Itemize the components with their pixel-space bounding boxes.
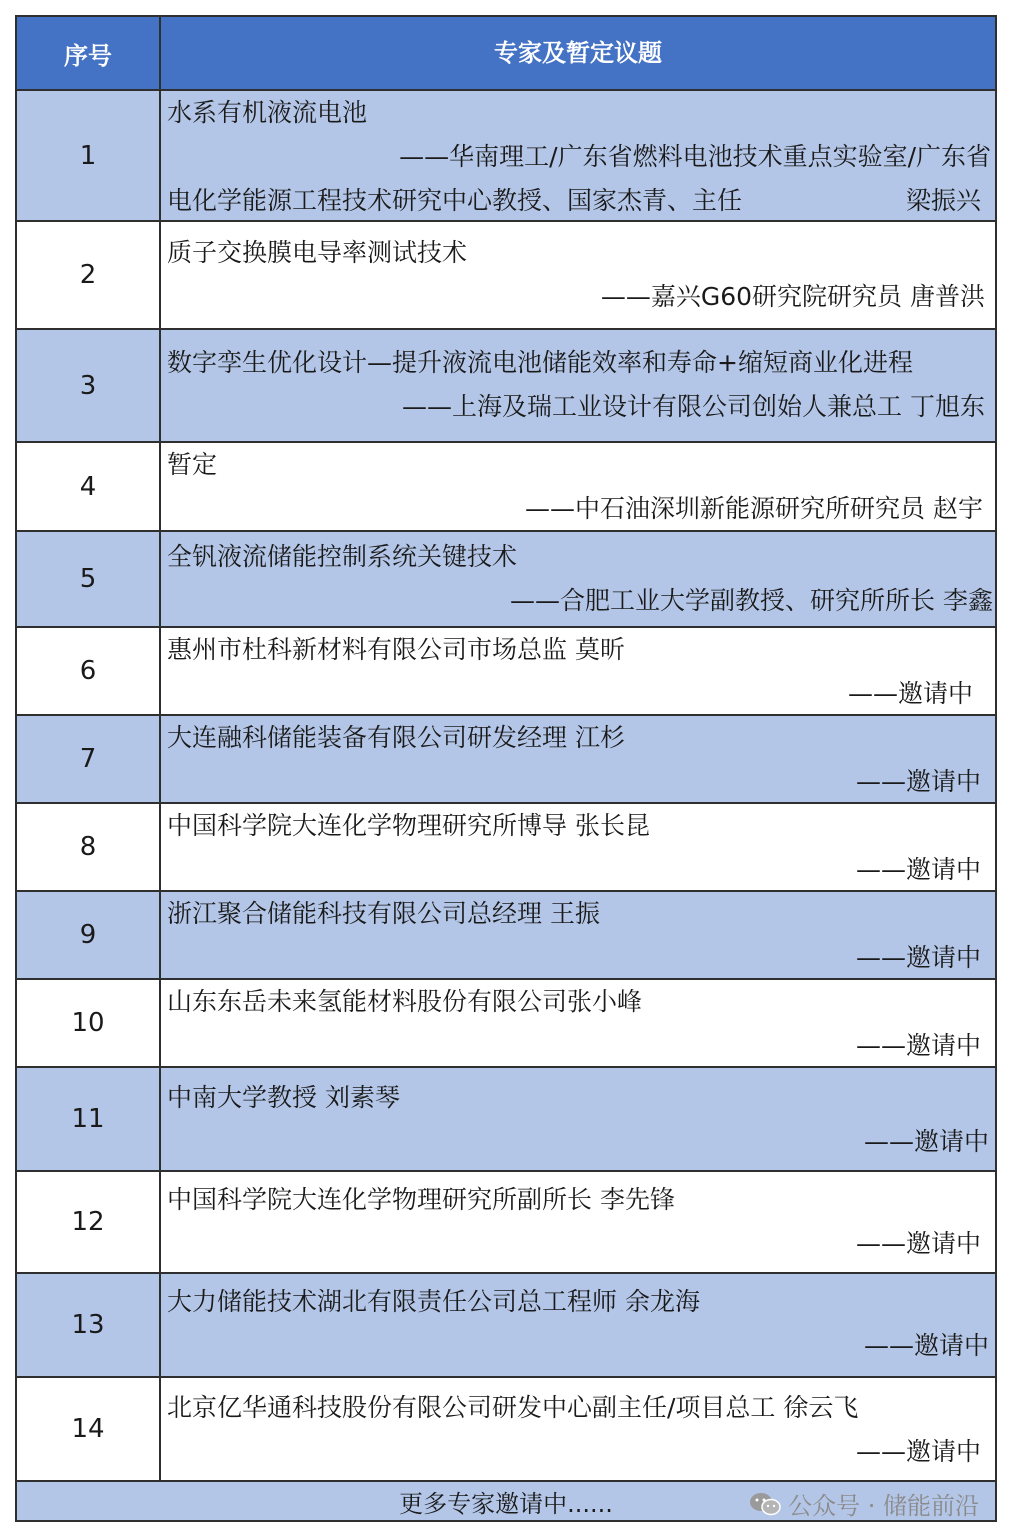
row-status: ——邀请中 [855,855,981,884]
watermark [748,1486,979,1521]
table-row [17,980,995,1068]
row-status: ——邀请中 [855,943,981,972]
row-number: 5 [17,532,161,626]
row-topic: 中南大学教授 刘素琴 [167,1083,400,1112]
row-status: ——邀请中 [855,1437,981,1466]
row-topic: 浙江聚合储能科技有限公司总经理 王振 [167,899,600,928]
row-content [161,1068,995,1170]
row-number: 13 [17,1274,161,1376]
row-status: ——邀请中 [863,1127,989,1156]
row-content [161,532,995,626]
row-number: 8 [17,804,161,890]
row-affiliation: ——上海及瑞工业设计有限公司创始人兼总工 丁旭东 [402,392,985,421]
row-number: 1 [17,91,161,220]
row-content [161,1172,995,1272]
table-footer [17,1482,995,1522]
row-topic: 质子交换膜电导率测试技术 [167,238,468,267]
header-number: 序号 [17,17,161,89]
table-row [17,1172,995,1274]
row-affiliation-continued [167,179,989,223]
row-status: ——邀请中 [863,1331,989,1360]
header-topic: 专家及暂定议题 [494,39,662,67]
table-row [17,716,995,804]
row-content [161,980,995,1066]
row-topic: 水系有机液流电池 [167,98,368,127]
row-number: 12 [17,1172,161,1272]
row-status: ——邀请中 [855,1031,981,1060]
row-content [161,91,995,220]
row-number: 2 [17,222,161,328]
row-number: 3 [17,330,161,441]
row-topic: 中国科学院大连化学物理研究所博导 张长昆 [167,811,650,840]
row-topic: 惠州市杜科新材料有限公司市场总监 莫昕 [167,635,625,664]
wechat-icon [748,1490,782,1518]
table-row [17,330,995,443]
table-header [17,17,995,91]
row-topic: 数字孪生优化设计—提升液流电池储能效率和寿命+缩短商业化进程 [167,348,913,377]
row-status: ——邀请中 [855,767,981,796]
row-number: 14 [17,1378,161,1480]
row-affiliation: ——合肥工业大学副教授、研究所所长 李鑫 [510,586,993,615]
row-status: ——邀请中 [847,679,973,708]
row-affiliation: ——华南理工/广东省燃料电池技术重点实验室/广东省 [399,142,991,171]
table-row [17,443,995,532]
row-content [161,716,995,802]
row-number: 7 [17,716,161,802]
table-row [17,628,995,716]
row-status: ——邀请中 [855,1229,981,1258]
row-topic: 大力储能技术湖北有限责任公司总工程师 余龙海 [167,1287,700,1316]
row-content [161,330,995,441]
row-topic: 山东东岳未来氢能材料股份有限公司张小峰 [167,987,643,1016]
expert-table [15,15,997,1522]
row-affiliation: ——中石油深圳新能源研究所研究员 赵宇 [525,494,983,523]
row-topic: 北京亿华通科技股份有限公司研发中心副主任/项目总工 徐云飞 [167,1393,859,1422]
row-content [161,892,995,978]
row-content [161,222,995,328]
table-row [17,222,995,330]
table-row [17,804,995,892]
watermark-text: 公众号 · 储能前沿 [788,1492,979,1520]
row-number: 9 [17,892,161,978]
row-topic: 中国科学院大连化学物理研究所副所长 李先锋 [167,1185,675,1214]
row-affiliation-continued-text: 电化学能源工程技术研究中心教授、国家杰青、主任 [167,186,743,215]
row-content [161,1274,995,1376]
row-speaker-name: 梁振兴 [905,186,981,215]
row-content [161,1378,995,1480]
row-content [161,804,995,890]
row-number: 10 [17,980,161,1066]
table-row [17,91,995,222]
row-content [161,628,995,714]
footer-text: 更多专家邀请中...... [399,1489,613,1518]
table-row [17,1068,995,1172]
table-row [17,892,995,980]
row-topic: 暂定 [167,450,218,479]
row-number: 11 [17,1068,161,1170]
table-row [17,532,995,628]
row-number: 6 [17,628,161,714]
row-affiliation: ——嘉兴G60研究院研究员 唐普洪 [600,282,985,311]
table-row [17,1378,995,1482]
row-topic: 大连融科储能装备有限公司研发经理 江杉 [167,723,625,752]
row-number: 4 [17,443,161,530]
row-content [161,443,995,530]
table-row [17,1274,995,1378]
row-topic: 全钒液流储能控制系统关键技术 [167,542,518,571]
